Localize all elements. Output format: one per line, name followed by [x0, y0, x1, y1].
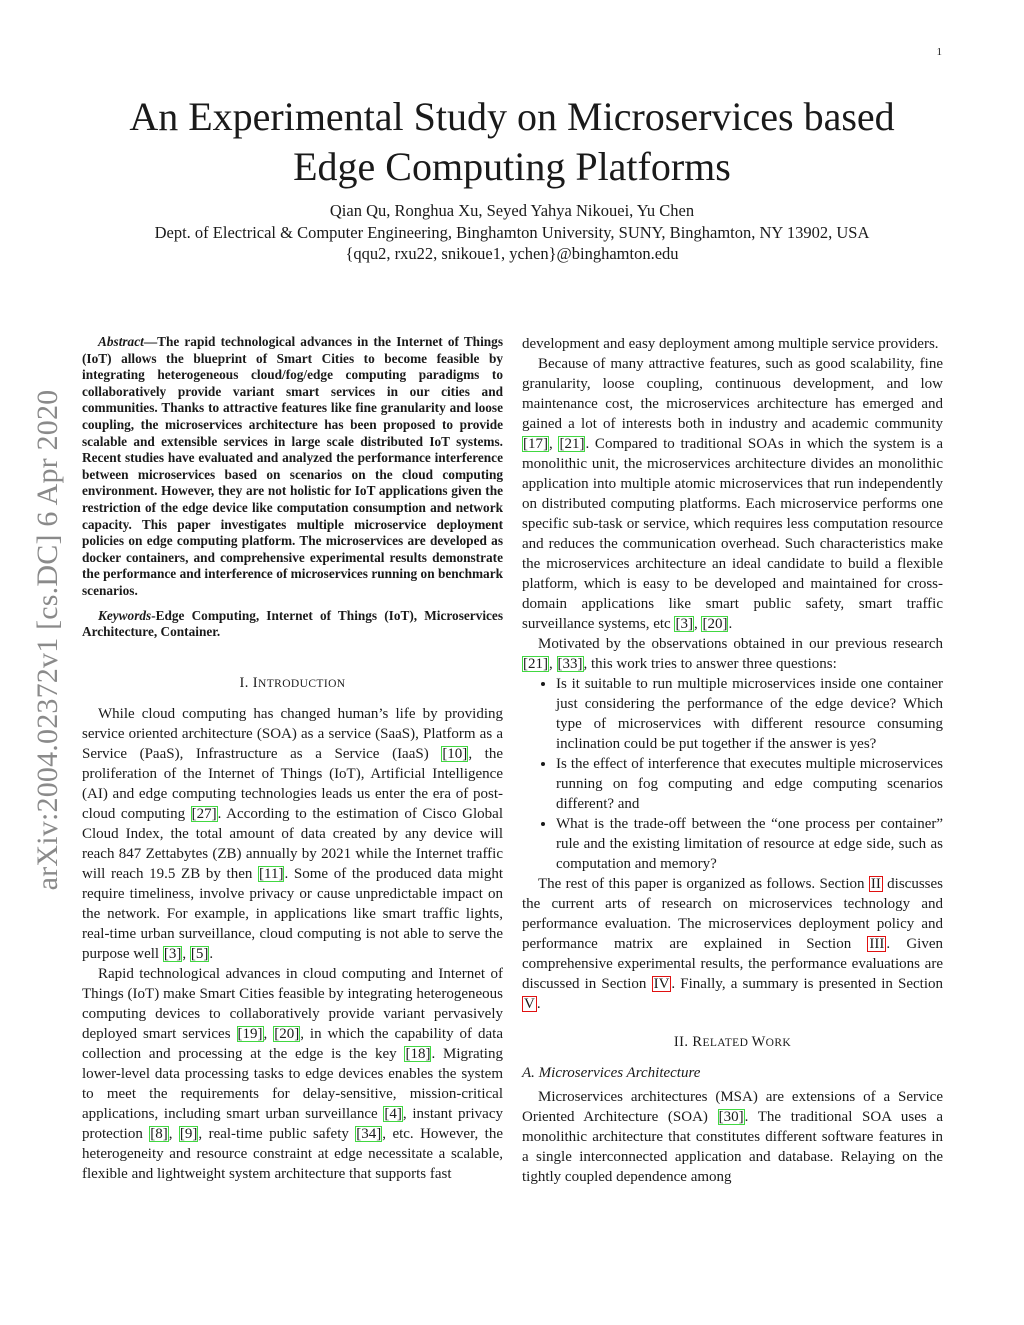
section-number: II. — [673, 1034, 693, 1050]
citation-link[interactable]: [20] — [274, 1025, 300, 1042]
intro-paragraph-continued: development and easy deployment among multiple service providers. — [522, 336, 939, 352]
citation-link[interactable]: [33] — [557, 656, 583, 672]
citation-link[interactable]: [9] — [179, 1125, 198, 1142]
section-link[interactable]: V — [524, 996, 535, 1012]
abstract-label: Abstract — [98, 334, 144, 349]
citation-link[interactable]: [20] — [702, 616, 728, 632]
citation-link[interactable]: [21] — [559, 436, 585, 452]
intro-paragraph-1: While cloud computing has changed human’s life by providing service oriented architecture (SOA) as a service (SaaS), Platform as a Service (PaaS), Infrastructure as a Service (IaaS) [10], the proliferation of the Internet of Things (IoT), Artificial Intelligence (AI) and edge computing technologies leads us enter the era of post-cloud computing [27]. According to the estimation of Cisco Global Cloud Index, the total amount of data created by any device will reach 847 Zettabytes (ZB) annually by 2021 while the Internet traffic will reach 19.5 ZB by then [11]. Some of the produced data might require timeliness, involve privacy or cause unpredictable impact on the network. For example, in applications like smart traffic lights, real-time urban surveillance, cloud computing is not able to serve the purpose well [3], [5]. — [82, 705, 503, 962]
citation-link[interactable]: [30] — [718, 1109, 744, 1125]
citation-link[interactable]: [21] — [523, 656, 548, 672]
affiliation: Dept. of Electrical & Computer Engineering, Binghamton University, SUNY, Binghamton, NY 13902, USA — [154, 223, 870, 242]
author-emails: {qqu2, rxu22, snikoue1, ychen}@binghamton.edu — [345, 244, 679, 263]
citation-link[interactable]: [8] — [150, 1125, 168, 1142]
section-number: I. — [239, 674, 253, 691]
left-column — [82, 334, 503, 1184]
citation-link[interactable]: [10] — [442, 745, 468, 762]
section-link[interactable]: IV — [653, 976, 670, 992]
citation-link[interactable]: [3] — [675, 616, 693, 632]
section-link[interactable]: III — [869, 936, 885, 952]
arxiv-identifier: arXiv:2004.02372v1 [cs.DC] 6 Apr 2020 — [31, 389, 64, 891]
keywords — [82, 608, 503, 641]
page-number: 1 — [936, 46, 942, 58]
research-questions — [522, 674, 943, 874]
citation-link[interactable]: [17] — [523, 436, 548, 452]
intro-paragraph-2: Rapid technological advances in cloud computing and Internet of Things (IoT) make Smart Cities feasible by integrating heterogeneous computing devices to collaboratively provide variant pervasively deployed smart services [19], [20], in which the capability of data collection and processing at the edge is the key [18]. Migrating lower-level data processing tasks to edge devices enables the system to meet the requirements for delay-sensitive, mission-critical applications, including smart urban surveillance [4], instant privacy protection [8], [9], real-time public safety [34], etc. However, the heterogeneity and resource constraint at edge necessitate a scalable, flexible and lightweight system architecture that supports fast — [82, 965, 503, 1182]
subsection-heading: A. Microservices Architecture — [522, 1065, 701, 1081]
right-column — [522, 334, 943, 1187]
section-heading-introduction — [82, 675, 503, 692]
section-title-rest: NTRODUCTION — [258, 677, 346, 690]
list-item: • Is it suitable to run multiple microservices inside one container just considering the performance of the edge device? Which type of microservices with different resource consuming inclination could be put together if the answer is yes? — [556, 674, 943, 754]
citation-link[interactable]: [4] — [384, 1105, 402, 1122]
title-line-2: Edge Computing Platforms — [293, 144, 731, 189]
citation-link[interactable]: [34] — [356, 1125, 382, 1142]
keywords-text: -Edge Computing, Internet of Things (IoT), Microservices Architecture, Container. — [82, 607, 503, 640]
section-heading-related-work: II. RELATED WORK — [673, 1034, 792, 1050]
author-list: Qian Qu, Ronghua Xu, Seyed Yahya Nikouei, Yu Chen — [329, 201, 695, 220]
related-work-paragraph-1: Microservices architectures (MSA) are extensions of a Service Oriented Architecture (SOA) [30]. The traditional SOA uses a monolithic architecture that constitutes different software features in a single interconnected application and database. Relaying on the tightly coupled dependence among — [522, 1089, 944, 1185]
list-item: • What is the trade-off between the “one process per container” rule and the existing limitation of resource at edge side, such as computation and memory? — [556, 814, 943, 874]
citation-link[interactable]: [19] — [237, 1025, 263, 1042]
section-title-initial: I — [252, 674, 259, 691]
keywords-label: Keywords — [98, 607, 152, 623]
citation-link[interactable]: [18] — [405, 1045, 431, 1062]
citation-link[interactable]: [5] — [190, 945, 209, 962]
intro-paragraph-3: Because of many attractive features, such as good scalability, fine granularity, loose coupling, continuous development, and low maintenance cost, the microservices architecture has emerged and gained a lot of interests both in industry and academic community [17], [21]. Compared to traditional SOAs in which the system is a monolithic unit, the microservices architecture divides an monolithic application into multiple atomic microservices that run independently on distributed computing platforms. Each microservice performs one specific sub-task or service, which requires less computation resource and reduces the communication overhead. Such characteristics make the microservices architecture an ideal candidate to build a flexible platform, which is easy to be developed and maintained for cross-domain applications like smart public safety, smart traffic surveillance systems, etc [3], [20]. — [522, 356, 944, 632]
paper-title — [0, 92, 1024, 192]
abstract-text: —The rapid technological advances in the Internet of Things (IoT) allows the blueprint of Smart Cities to become feasible by integrating heterogeneous cloud/fog/edge computing paradigms to collaboratively provide variant smart services in our cities and communities. Thanks to attractive features like fine granularity and loose coupling, the microservices architecture has been proposed to provide scalable and extensible services in large scale distributed IoT systems. Recent studies have evaluated and analyzed the performance interference between microservices based on scenarios on the cloud computing environment. However, they are not holistic for IoT applications given the restriction of the edge device like computation consumption and network capacity. This paper investigates multiple microservice deployment policies on edge computing platform. The microservices are developed as docker containers, and comprehensive experimental results demonstrate the performance and interference of microservices running on benchmark scenarios. — [82, 334, 503, 598]
intro-paragraph-5: The rest of this paper is organized as follows. Section II discusses the current arts of research on microservices technology and performance evaluation. The microservices deployment policy and performance matrix are explained in Section III . Given comprehensive experimental results, the performance evaluations are discussed in Section IV . Finally, a summary is presented in Section V . — [522, 876, 944, 1012]
abstract — [82, 334, 503, 600]
section-link[interactable]: II — [870, 876, 881, 892]
citation-link[interactable]: [11] — [259, 865, 284, 882]
intro-paragraph-4: Motivated by the observations obtained in our previous research [21], [33], this work tries to answer three questions: — [523, 636, 943, 672]
list-item: • Is the effect of interference that executes multiple microservices running on fog computing and edge computing scenarios different? and — [556, 754, 943, 814]
citation-link[interactable]: [3] — [163, 945, 182, 962]
citation-link[interactable]: [27] — [191, 805, 217, 822]
title-line-1: An Experimental Study on Microservices based — [129, 94, 895, 139]
